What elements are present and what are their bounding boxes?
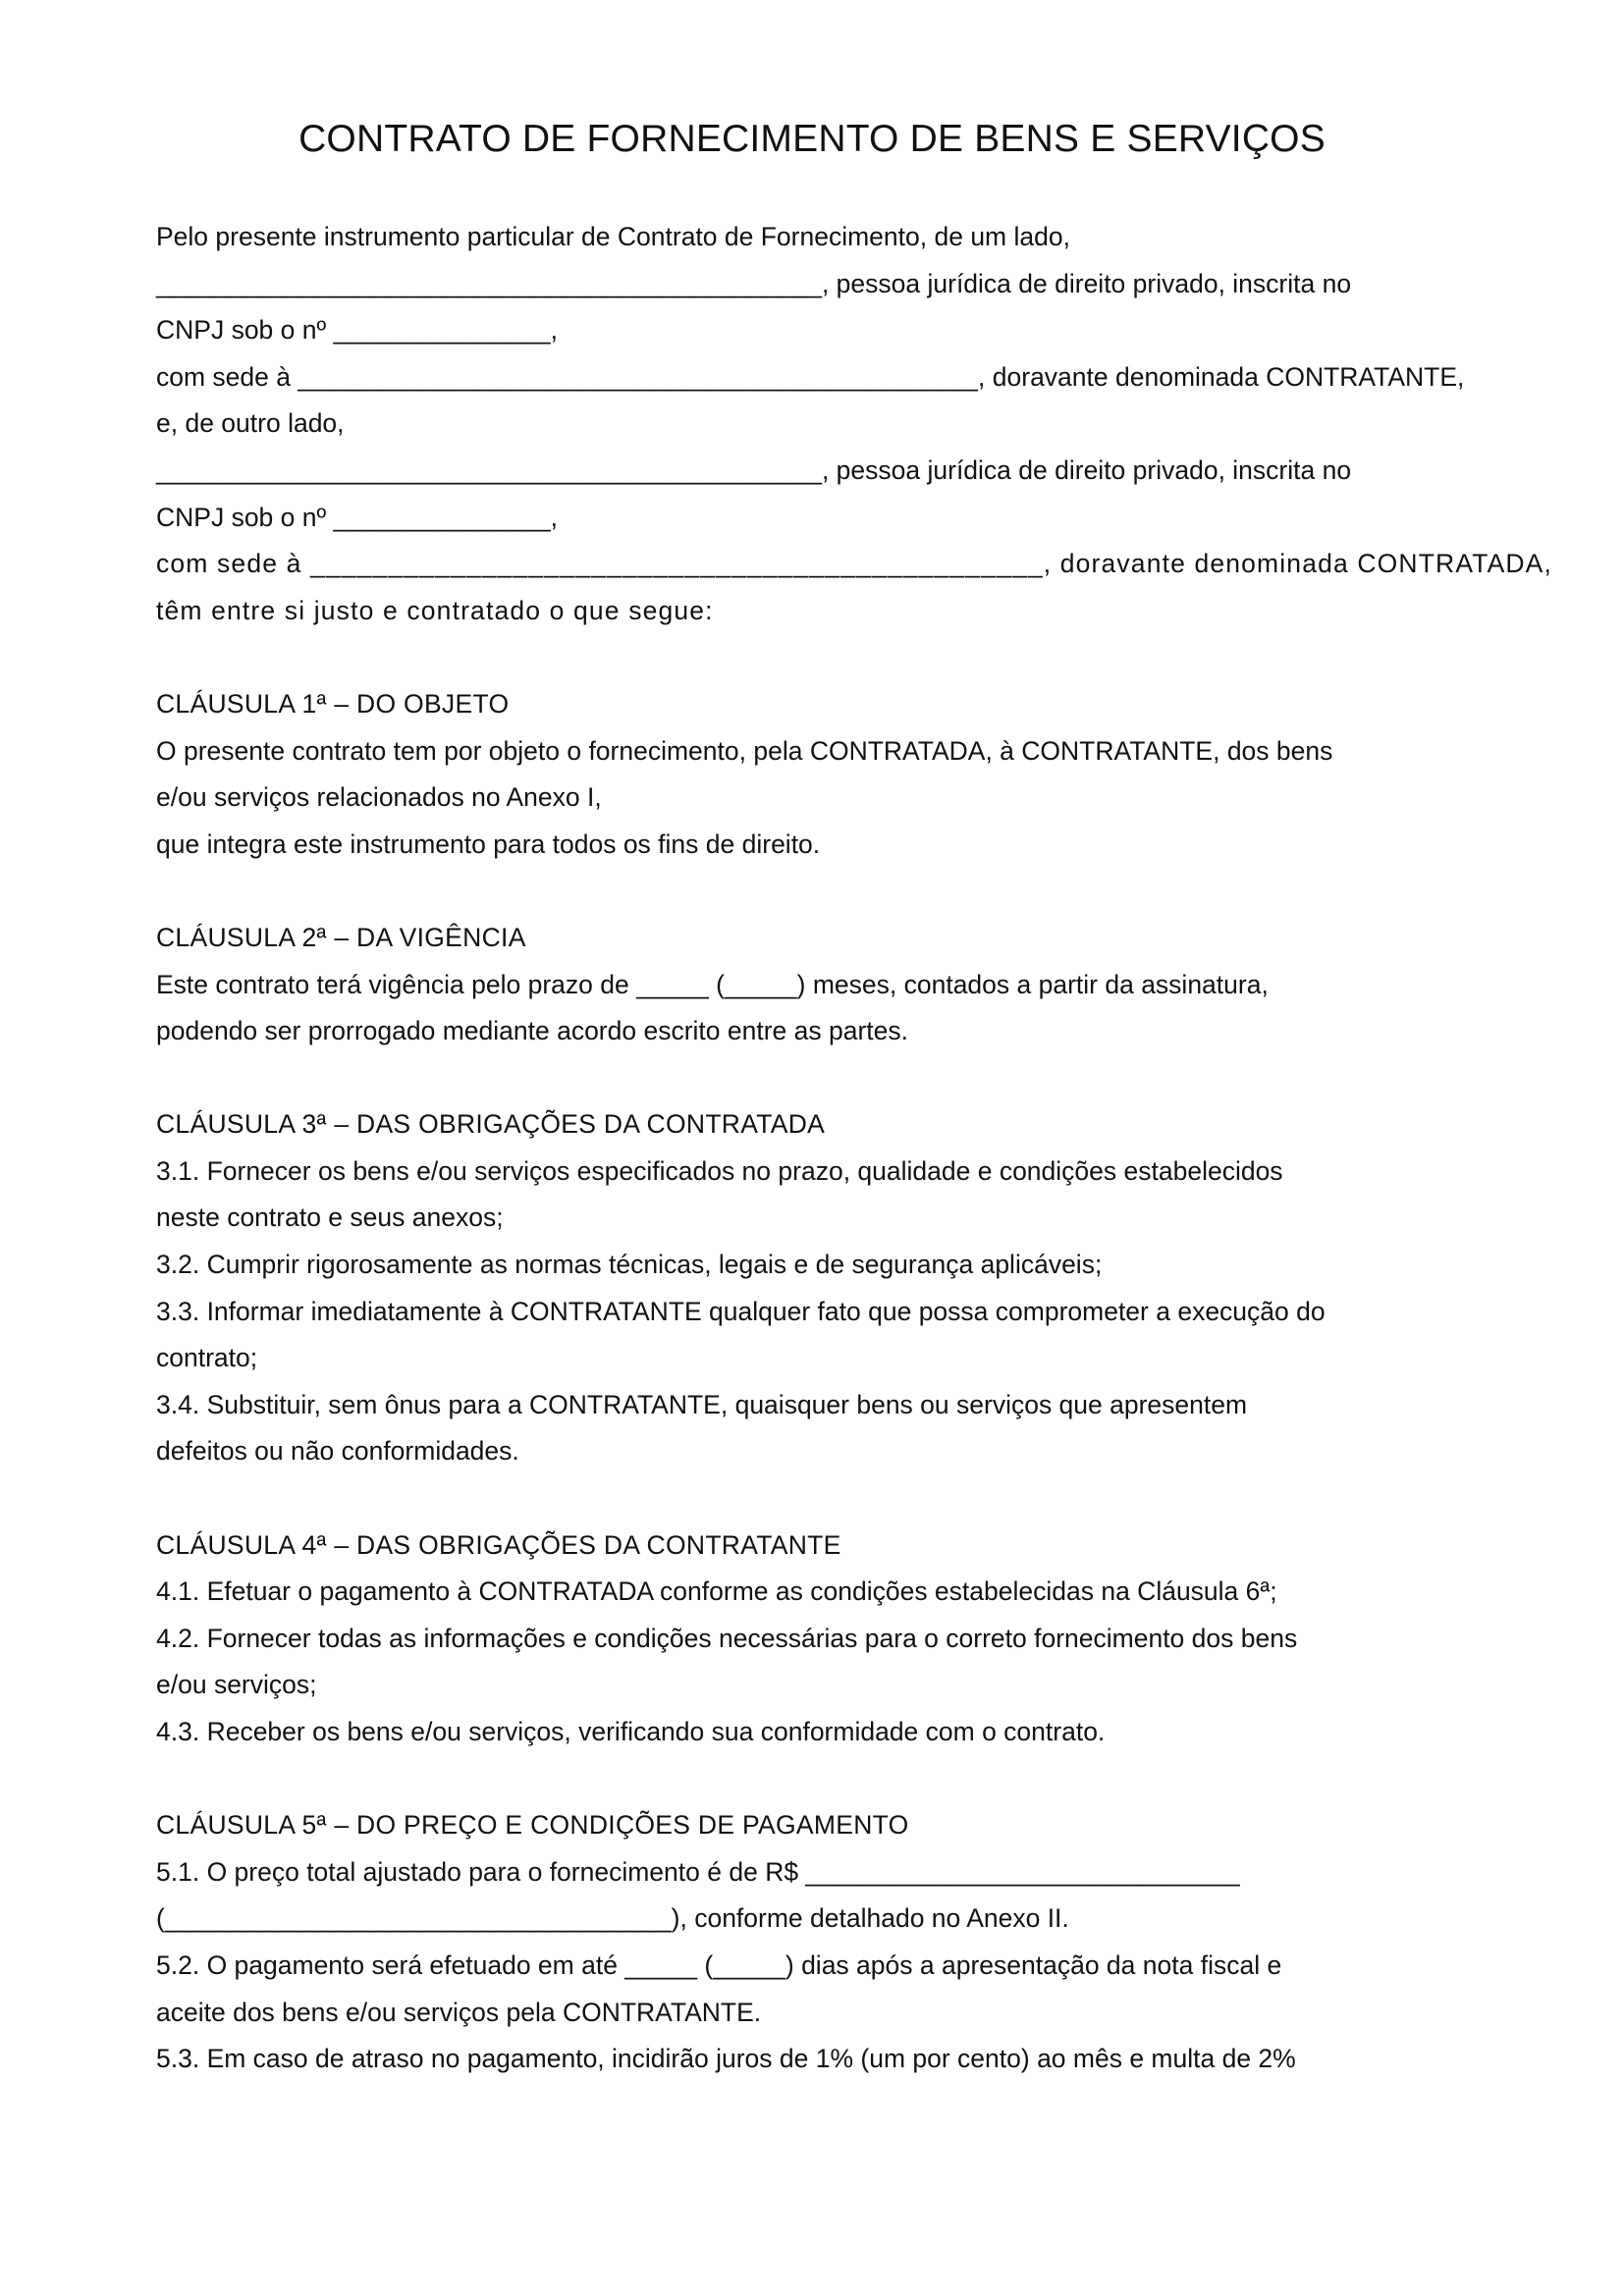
clause-line: 3.4. Substituir, sem ônus para a CONTRATANTE, quaisquer bens ou serviços que apresentem xyxy=(156,1389,1248,1419)
clause-line: 3.3. Informar imediatamente à CONTRATANTE qualquer fato que possa comprometer a execução do xyxy=(156,1296,1326,1326)
clause-line: (___________________________________), conforme detalhado no Anexo II. xyxy=(156,1903,1069,1934)
clause-line: 4.3. Receber os bens e/ou serviços, verificando sua conformidade com o contrato. xyxy=(156,1717,1106,1746)
clause-line: defeitos ou não conformidades. xyxy=(156,1436,519,1467)
clause-line: 4.1. Efetuar o pagamento à CONTRATADA conforme as condições estabelecidas na Cláusula 6ª; xyxy=(156,1576,1277,1607)
clause-heading: CLÁUSULA 4ª – DAS OBRIGAÇÕES DA CONTRATANTE xyxy=(156,1529,841,1560)
clause-line: e/ou serviços; xyxy=(156,1670,317,1700)
clause-heading: CLÁUSULA 2ª – DA VIGÊNCIA xyxy=(156,922,526,952)
clause-2 xyxy=(156,915,1590,1055)
document-body xyxy=(156,214,1590,2083)
document-title: CONTRATO DE FORNECIMENTO DE BENS E SERVIÇOS xyxy=(298,118,1326,160)
clause-heading: CLÁUSULA 1ª – DO OBJETO xyxy=(156,688,510,719)
paragraph-gap xyxy=(156,1475,1590,1522)
clause-line: aceite dos bens e/ou serviços pela CONTRATANTE. xyxy=(156,1997,762,2027)
clause-line: 5.3. Em caso de atraso no pagamento, incidirão juros de 1% (um por cento) ao mês e multa de 2% xyxy=(156,2044,1296,2074)
preamble-line: com sede à _______________________________________________, doravante denominada CONTRATANTE, xyxy=(156,361,1465,392)
preamble-line: têm entre si justo e contratado o que segue: xyxy=(156,595,714,625)
preamble-line: CNPJ sob o nº _______________, xyxy=(156,502,558,532)
clause-4 xyxy=(156,1522,1590,1756)
clause-line: 5.2. O pagamento será efetuado em até _____ (_____) dias após a apresentação da nota fiscal e xyxy=(156,1949,1282,1980)
preamble-line: ______________________________________________, pessoa jurídica de direito privado, inscrita no xyxy=(156,268,1352,298)
clause-3 xyxy=(156,1101,1590,1475)
clause-1 xyxy=(156,681,1590,868)
clause-line: 3.1. Fornecer os bens e/ou serviços especificados no prazo, qualidade e condições estabelecidos xyxy=(156,1155,1283,1186)
clause-line: e/ou serviços relacionados no Anexo I, xyxy=(156,782,602,813)
clause-line: podendo ser prorrogado mediante acordo escrito entre as partes. xyxy=(156,1016,909,1046)
clause-line: 5.1. O preço total ajustado para o fornecimento é de R$ ______________________________ xyxy=(156,1856,1240,1887)
clause-5 xyxy=(156,1802,1590,2083)
clause-line: que integra este instrumento para todos os fins de direito. xyxy=(156,828,821,859)
paragraph-gap xyxy=(156,1756,1590,1803)
paragraph-gap xyxy=(156,634,1590,681)
preamble-line: Pelo presente instrumento particular de Contrato de Fornecimento, de um lado, xyxy=(156,222,1070,251)
preamble-line: e, de outro lado, xyxy=(156,408,345,439)
clause-line: 4.2. Fornecer todas as informações e condições necessárias para o correto fornecimento dos bens xyxy=(156,1623,1298,1653)
clause-line: neste contrato e seus anexos; xyxy=(156,1202,504,1233)
paragraph-gap xyxy=(156,1055,1590,1102)
preamble-line: ______________________________________________, pessoa jurídica de direito privado, inscrita no xyxy=(156,454,1352,485)
clause-heading: CLÁUSULA 3ª – DAS OBRIGAÇÕES DA CONTRATADA xyxy=(156,1109,826,1140)
clause-line: Este contrato terá vigência pelo prazo de _____ (_____) meses, contados a partir da assinatura, xyxy=(156,969,1269,999)
preamble xyxy=(156,214,1590,634)
clause-line: 3.2. Cumprir rigorosamente as normas técnicas, legais e de segurança aplicáveis; xyxy=(156,1250,1103,1280)
clause-line: contrato; xyxy=(156,1343,258,1373)
preamble-line: com sede à _______________________________________________, doravante denominada CONTRATADA, xyxy=(156,549,1553,579)
preamble-line: CNPJ sob o nº _______________, xyxy=(156,315,558,346)
clause-line: O presente contrato tem por objeto o fornecimento, pela CONTRATADA, à CONTRATANTE, dos bens xyxy=(156,735,1333,766)
clause-heading: CLÁUSULA 5ª – DO PREÇO E CONDIÇÕES DE PAGAMENTO xyxy=(156,1810,909,1841)
paragraph-gap xyxy=(156,868,1590,915)
